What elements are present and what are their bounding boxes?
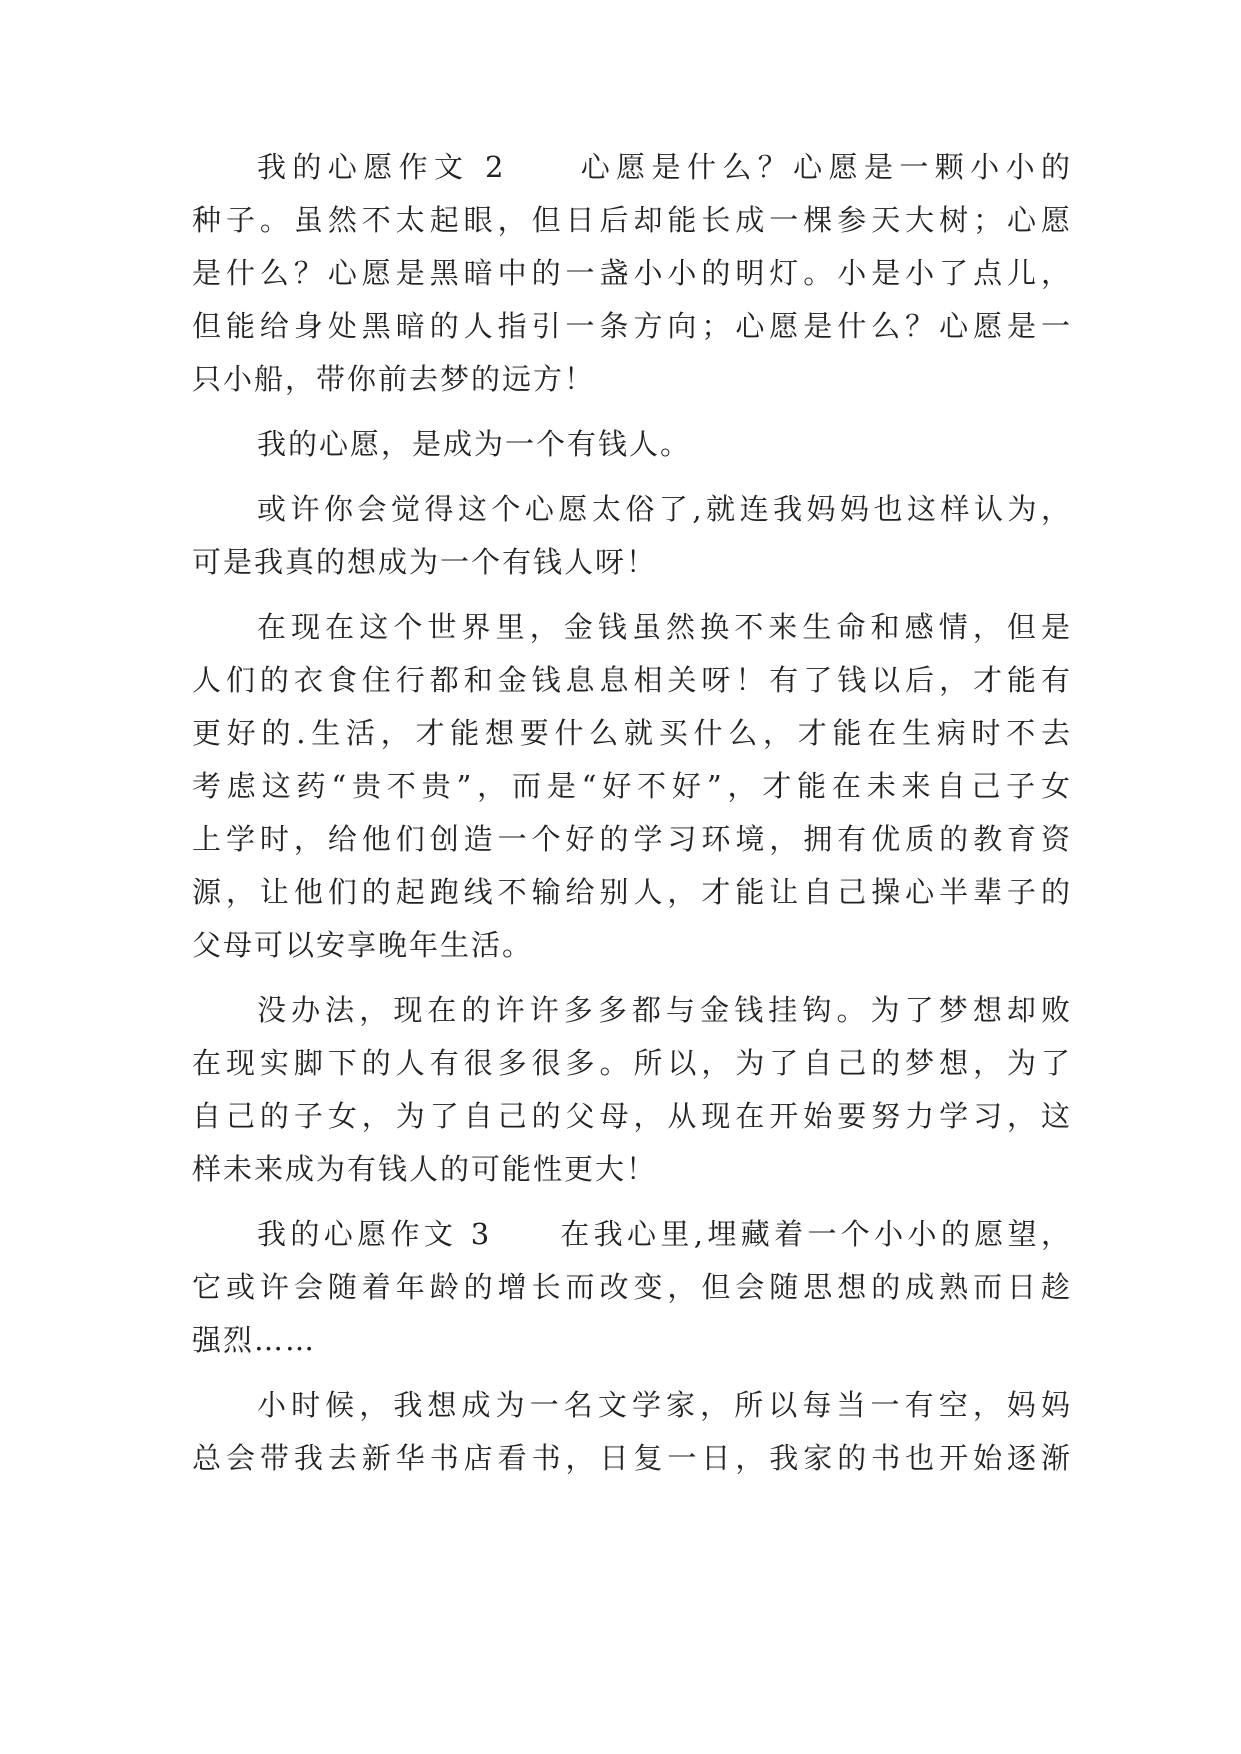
text-line: 我的心愿，是成为一个有钱人。 — [257, 427, 692, 461]
text-line: 它或许会随着年龄的增长而改变，但会随思想的成熟而日趁 — [192, 1270, 1072, 1304]
text-line: 没办法，现在的许许多多都与金钱挂钩。为了梦想却败 — [257, 993, 1072, 1027]
text-line: 样未来成为有钱人的可能性更大！ — [192, 1152, 658, 1186]
text-line: 在现实脚下的人有很多很多。所以，为了自己的梦想，为了 — [192, 1046, 1072, 1080]
text-line: 我的心愿作文 3 在我心里,埋藏着一个小小的愿望， — [257, 1217, 1072, 1251]
text-line: 是什么？心愿是黑暗中的一盏小小的明灯。小是小了点儿， — [192, 256, 1072, 290]
text-line: 父母可以安享晚年生活。 — [192, 928, 534, 962]
text-line: 人们的衣食住行都和金钱息息相关呀！有了钱以后，才能有 — [192, 663, 1072, 697]
text-line: 小时候，我想成为一名文学家，所以每当一有空，妈妈 — [257, 1388, 1072, 1422]
text-line: 自己的子女，为了自己的父母，从现在开始要努力学习，这 — [192, 1099, 1072, 1133]
text-line: 上学时，给他们创造一个好的学习环境，拥有优质的教育资 — [192, 822, 1072, 856]
text-line: 考虑这药“贵不贵”，而是“好不好”，才能在未来自己子女 — [192, 769, 1072, 803]
text-line: 种子。虽然不太起眼，但日后却能长成一棵参天大树；心愿 — [192, 203, 1072, 237]
text-line: 或许你会觉得这个心愿太俗了,就连我妈妈也这样认为， — [257, 492, 1072, 526]
text-line: 可是我真的想成为一个有钱人呀！ — [192, 545, 658, 579]
text-line: 在现在这个世界里，金钱虽然换不来生命和感情，但是 — [257, 610, 1072, 644]
text-line: 但能给身处黑暗的人指引一条方向；心愿是什么？心愿是一 — [192, 309, 1072, 343]
text-line: 我的心愿作文 2 心愿是什么？心愿是一颗小小的 — [257, 150, 1072, 184]
text-line: 强烈…… — [192, 1323, 317, 1357]
text-line: 只小船，带你前去梦的远方！ — [192, 362, 596, 396]
text-line: 源，让他们的起跑线不输给别人，才能让自己操心半辈子的 — [192, 875, 1072, 909]
text-line: 总会带我去新华书店看书，日复一日，我家的书也开始逐渐 — [192, 1441, 1072, 1475]
text-line: 更好的.生活，才能想要什么就买什么，才能在生病时不去 — [192, 716, 1072, 750]
